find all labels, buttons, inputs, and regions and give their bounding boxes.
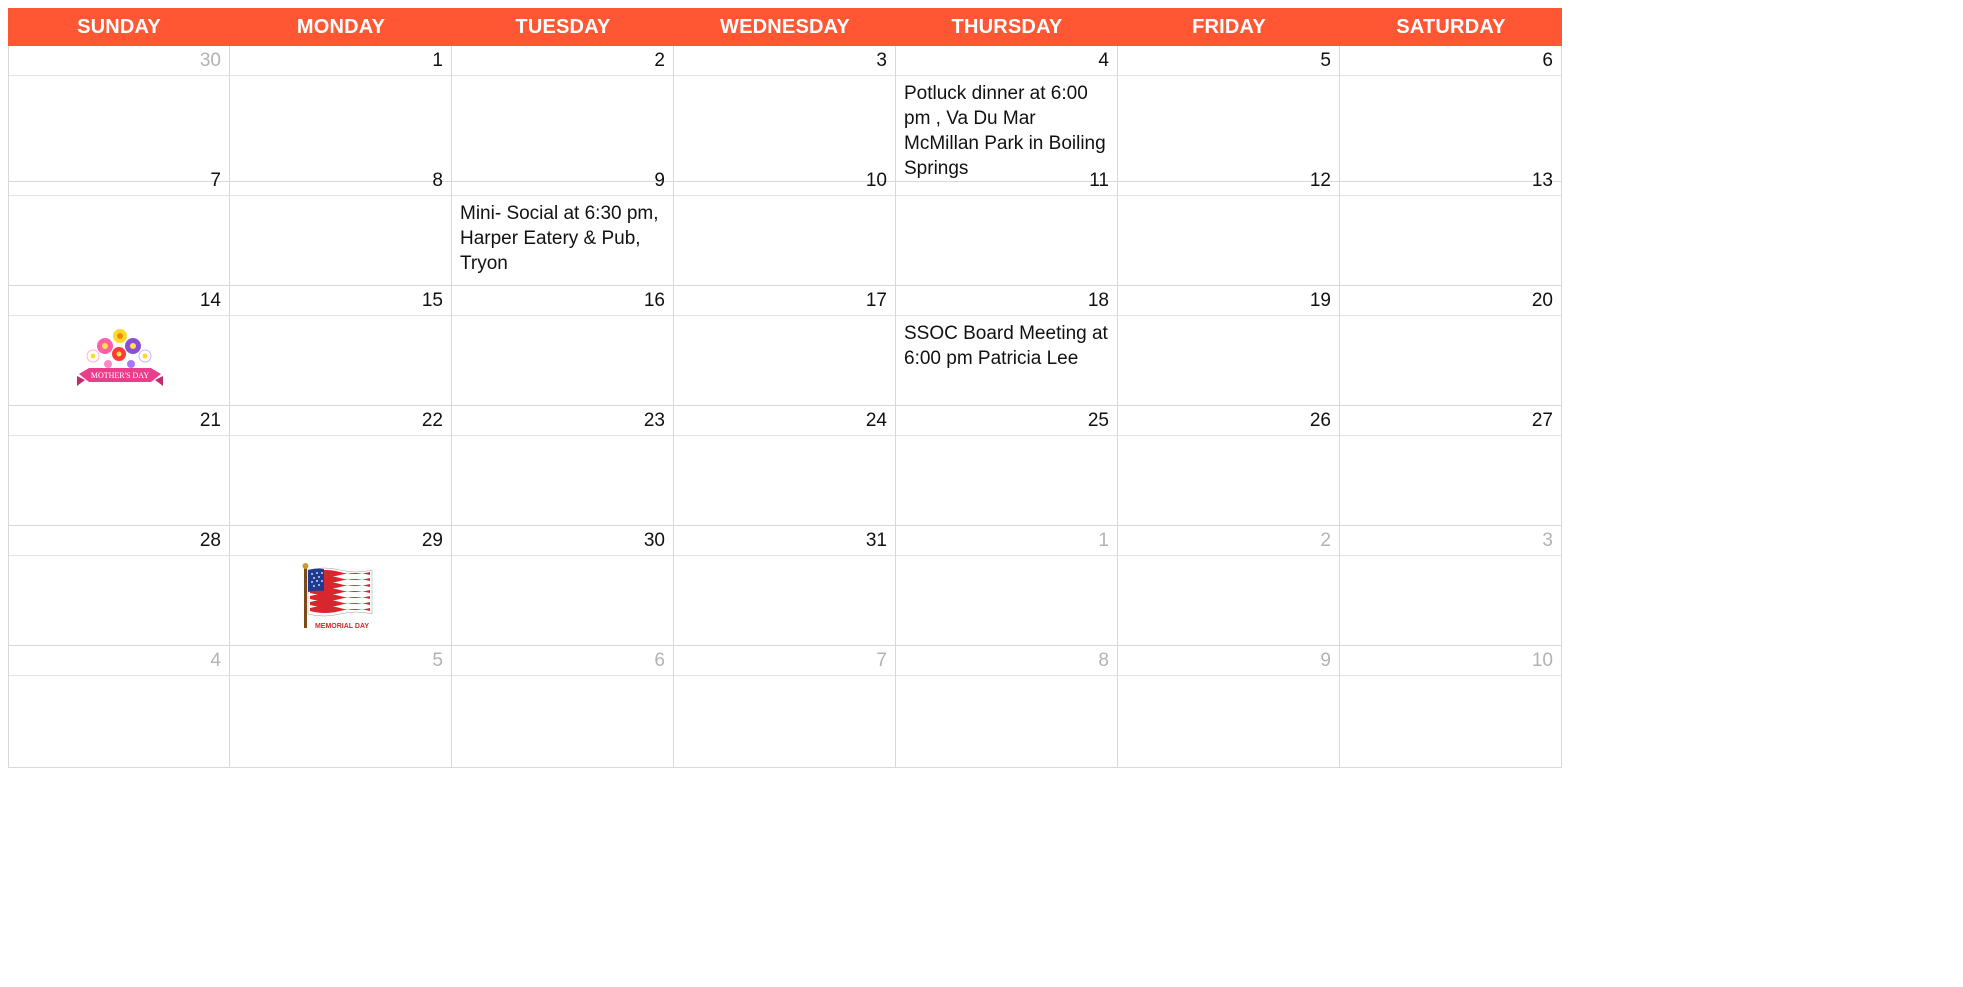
week-row <box>8 286 1562 406</box>
week-row <box>8 406 1562 526</box>
weekday-wednesday: WEDNESDAY <box>720 15 850 38</box>
day-number: 31 <box>674 526 895 556</box>
weekday-tuesday: TUESDAY <box>515 15 611 38</box>
week-row <box>8 646 1562 768</box>
day-number: 8 <box>230 166 451 196</box>
event-text[interactable]: Potluck dinner at 6:00 pm , Va Du Mar McMillan Park in Boiling Springs <box>904 83 1106 179</box>
day-number: 5 <box>230 646 451 676</box>
day-cell[interactable] <box>1340 526 1562 646</box>
month-grid <box>8 46 1562 768</box>
day-cell[interactable] <box>1118 286 1340 406</box>
day-number: 10 <box>1340 646 1561 676</box>
day-number: 16 <box>452 286 673 316</box>
day-number: 19 <box>1118 286 1339 316</box>
mothers-day-label: MOTHER'S DAY <box>90 371 150 380</box>
day-cell[interactable] <box>230 286 452 406</box>
day-cell[interactable] <box>674 166 896 286</box>
day-number: 30 <box>452 526 673 556</box>
event-text[interactable]: SSOC Board Meeting at 6:00 pm Patricia Lee <box>904 323 1108 369</box>
day-cell[interactable] <box>674 526 896 646</box>
weekday-sunday: SUNDAY <box>77 15 161 38</box>
day-cell[interactable] <box>1118 46 1340 182</box>
day-number: 14 <box>9 286 229 316</box>
day-cell[interactable] <box>674 406 896 526</box>
weekday-saturday: SATURDAY <box>1396 15 1506 38</box>
day-cell[interactable] <box>230 46 452 182</box>
day-number: 15 <box>230 286 451 316</box>
day-cell[interactable] <box>8 646 230 768</box>
day-number: 5 <box>1118 46 1339 76</box>
day-cell[interactable] <box>896 46 1118 182</box>
week-row <box>8 46 1562 179</box>
day-cell[interactable] <box>452 646 674 768</box>
day-cell[interactable] <box>230 526 452 646</box>
day-cell[interactable] <box>896 526 1118 646</box>
day-number: 4 <box>9 646 229 676</box>
calendar <box>8 8 1562 788</box>
weekday-header <box>8 8 1562 46</box>
day-number: 20 <box>1340 286 1561 316</box>
day-cell[interactable] <box>452 46 674 182</box>
day-cell[interactable] <box>674 646 896 768</box>
event-text[interactable]: Mini- Social at 6:30 pm, Harper Eatery & Pub, Tryon <box>460 203 659 274</box>
day-number: 17 <box>674 286 895 316</box>
day-cell[interactable] <box>1118 526 1340 646</box>
day-cell[interactable] <box>1340 286 1562 406</box>
day-number: 24 <box>674 406 895 436</box>
day-cell[interactable] <box>1340 46 1562 182</box>
day-number: 27 <box>1340 406 1561 436</box>
day-cell[interactable] <box>896 166 1118 286</box>
day-number: 4 <box>896 46 1117 76</box>
day-number: 25 <box>896 406 1117 436</box>
memorial-day-label: MEMORIAL DAY <box>314 623 370 630</box>
day-cell[interactable] <box>8 526 230 646</box>
day-cell[interactable] <box>452 286 674 406</box>
day-number: 23 <box>452 406 673 436</box>
day-cell[interactable] <box>1340 166 1562 286</box>
day-cell[interactable] <box>896 406 1118 526</box>
week-row <box>8 526 1562 646</box>
day-number: 21 <box>9 406 229 436</box>
day-number: 26 <box>1118 406 1339 436</box>
day-cell[interactable] <box>8 406 230 526</box>
day-number: 6 <box>1340 46 1561 76</box>
day-cell[interactable] <box>896 286 1118 406</box>
day-number: 2 <box>452 46 673 76</box>
day-number: 12 <box>1118 166 1339 196</box>
day-number: 28 <box>9 526 229 556</box>
day-cell[interactable] <box>8 286 230 406</box>
day-number: 18 <box>896 286 1117 316</box>
day-number: 1 <box>896 526 1117 556</box>
day-number: 13 <box>1340 166 1561 196</box>
day-number: 7 <box>674 646 895 676</box>
weekday-thursday: THURSDAY <box>951 15 1063 38</box>
day-number: 9 <box>452 166 673 196</box>
day-cell[interactable] <box>674 286 896 406</box>
day-number: 8 <box>896 646 1117 676</box>
day-cell[interactable] <box>8 46 230 182</box>
day-cell[interactable] <box>1340 406 1562 526</box>
day-number: 7 <box>9 166 229 196</box>
day-cell[interactable] <box>896 646 1118 768</box>
day-cell[interactable] <box>230 406 452 526</box>
memorial-day-flag-icon <box>298 562 378 634</box>
weekday-friday: FRIDAY <box>1192 15 1266 38</box>
day-cell[interactable] <box>674 46 896 182</box>
day-number: 6 <box>452 646 673 676</box>
day-number: 9 <box>1118 646 1339 676</box>
day-number: 29 <box>230 526 451 556</box>
day-number: 3 <box>1340 526 1561 556</box>
mothers-day-flowers-icon <box>75 324 165 396</box>
day-cell[interactable] <box>1118 406 1340 526</box>
day-cell[interactable] <box>230 646 452 768</box>
day-number: 30 <box>9 46 229 76</box>
day-cell[interactable] <box>452 526 674 646</box>
day-number: 22 <box>230 406 451 436</box>
day-number: 10 <box>674 166 895 196</box>
day-cell[interactable] <box>1340 646 1562 768</box>
day-number: 1 <box>230 46 451 76</box>
week-row <box>8 166 1562 286</box>
day-cell[interactable] <box>452 406 674 526</box>
day-cell[interactable] <box>8 166 230 286</box>
day-cell[interactable] <box>1118 646 1340 768</box>
day-cell[interactable] <box>1118 166 1340 286</box>
weekday-monday: MONDAY <box>296 15 386 38</box>
day-number: 3 <box>674 46 895 76</box>
day-cell[interactable] <box>230 166 452 286</box>
day-cell[interactable] <box>452 166 674 286</box>
day-number: 11 <box>896 166 1117 196</box>
day-number: 2 <box>1118 526 1339 556</box>
